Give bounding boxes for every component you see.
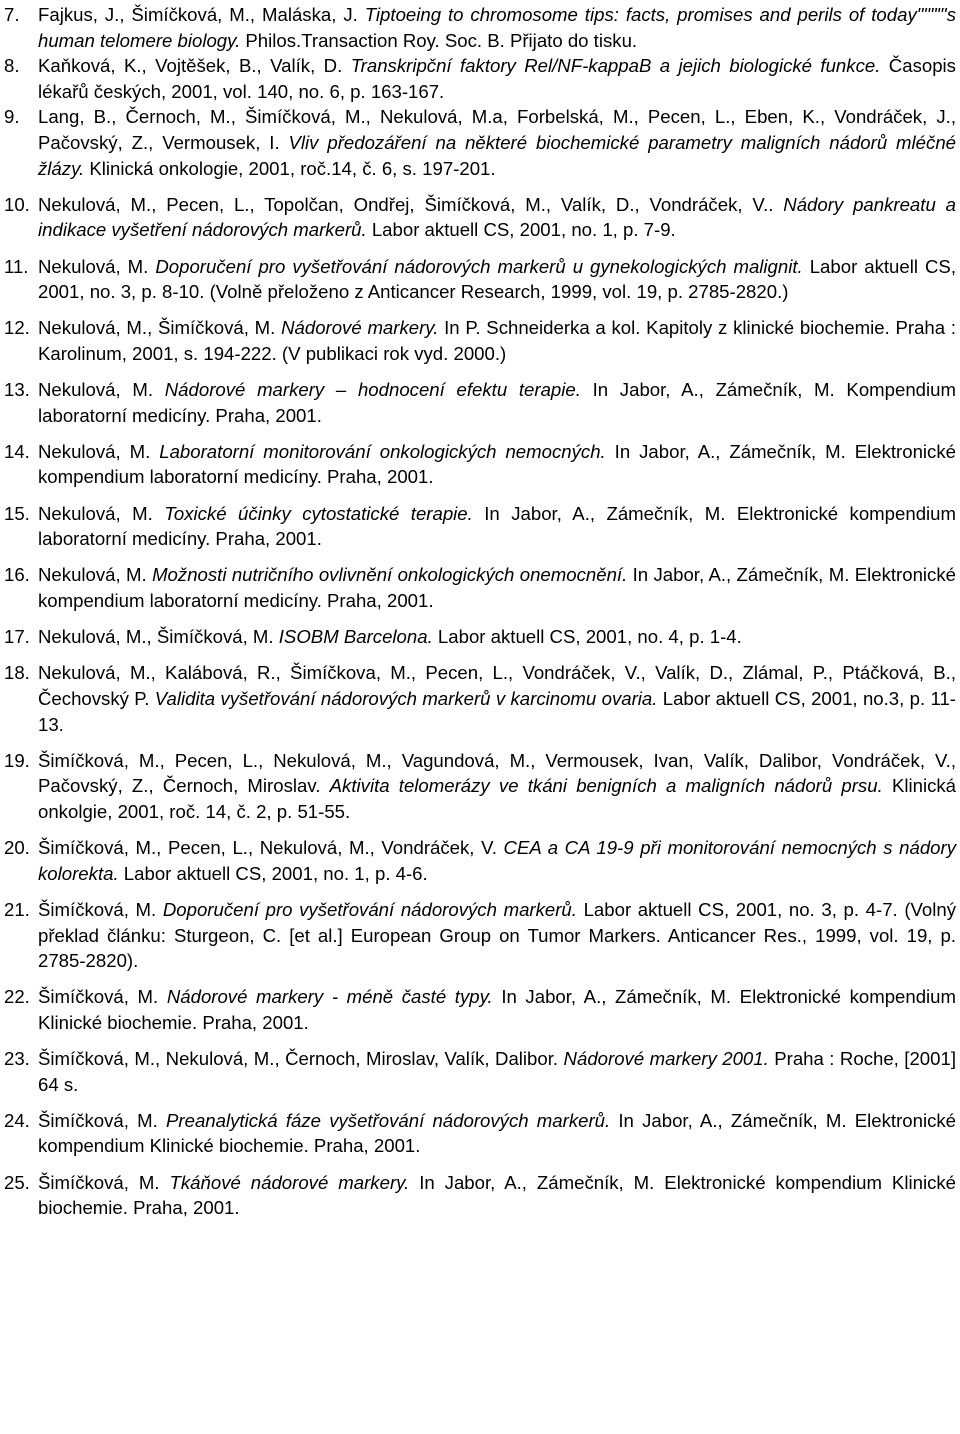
entry-source: Labor aktuell CS, 2001, no. 4, p. 1-4.: [437, 626, 742, 648]
reference-entry: [4, 748, 956, 825]
entry-source: In Jabor, A., Zámečník, M. Elektronické kompendium Klinické biochemie. Praha, 2001.: [38, 986, 957, 1033]
entry-authors: Nekulová, M.: [38, 564, 147, 586]
reference-entry: [4, 1046, 956, 1097]
reference-entry: [4, 315, 956, 366]
entry-title: Nádorové markery - méně časté typy.: [166, 986, 493, 1008]
entry-number: 25.: [4, 1171, 30, 1193]
entry-title: Nádorové markery 2001.: [563, 1048, 769, 1070]
entry-source: In P. Schneiderka a kol. Kapitoly z klinické biochemie. Praha : Karolinum, 2001, s. 194-222. (V publikaci rok vyd. 2000.): [38, 317, 957, 364]
entry-title: Tkáňové nádorové markery.: [169, 1171, 410, 1193]
reference-entry: [4, 501, 956, 552]
entry-authors: Šimíčková, M., Pecen, L., Nekulová, M., Vagundová, M., Vermousek, Ivan, Valík, Dalibor, Vondráček, V., Pačovský, Z., Černoch, Miroslav.: [38, 749, 956, 797]
entry-authors: Šimíčková, M.: [38, 986, 159, 1008]
entry-number: 7.: [4, 4, 20, 25]
entry-number: 13.: [4, 379, 30, 401]
entry-title: ISOBM Barcelona.: [278, 626, 433, 648]
entry-number: 24.: [4, 1109, 30, 1131]
reference-entry: [4, 660, 956, 737]
entry-source: Philos.Transaction Roy. Soc. B. Přijato do tisku.: [245, 29, 638, 51]
entry-source: Labor aktuell CS, 2001, no. 3, p. 4-7. (Volný překlad článku: Sturgeon, C. [et al.] European Group on Tumor Markers. Anticancer Res., 1999, vol. 19, p. 2785-2820).: [38, 898, 957, 972]
entry-authors: Nekulová, M., Šimíčková, M.: [38, 317, 276, 339]
entry-authors: Nekulová, M., Pecen, L., Topolčan, Ondřej, Šimíčková, M., Valík, D., Vondráček, V..: [38, 193, 774, 215]
entry-number: 9.: [4, 106, 20, 128]
reference-entry: [4, 1170, 956, 1221]
entry-authors: Šimíčková, M., Nekulová, M., Černoch, Miroslav, Valík, Dalibor.: [38, 1048, 559, 1070]
entry-number: 19.: [4, 749, 30, 771]
entry-number: 8.: [4, 55, 20, 77]
entry-source: In Jabor, A., Zámečník, M. Elektronické kompendium laboratorní medicíny. Praha, 2001.: [38, 564, 956, 612]
reference-entry: [4, 439, 956, 490]
entry-source: Praha : Roche, [2001] 64 s.: [38, 1048, 957, 1095]
entry-number: 16.: [4, 564, 30, 586]
entry-number: 12.: [4, 317, 30, 339]
entry-title: Preanalytická fáze vyšetřování nádorových markerů.: [166, 1109, 611, 1131]
entry-authors: Šimíčková, M., Pecen, L., Nekulová, M., Vondráček, V.: [38, 837, 497, 859]
entry-number: 10.: [4, 193, 30, 215]
entry-title: Doporučení pro vyšetřování nádorových markerů.: [162, 898, 577, 920]
entry-number: 23.: [4, 1048, 30, 1070]
reference-entry: [4, 562, 956, 613]
entry-authors: Nekulová, M.: [38, 440, 151, 462]
entry-source: Klinická onkologie, 2001, roč.14, č. 6, s. 197-201.: [89, 157, 496, 179]
entry-authors: Nekulová, M., Kalábová, R., Šimíčkova, M., Pecen, L., Vondráček, V., Valík, D., Zlámal, P., Ptáčková, B., Čechovský P.: [38, 662, 956, 709]
entry-authors: Kaňková, K., Vojtěšek, B., Valík, D.: [38, 55, 343, 77]
reference-entry: [4, 984, 956, 1035]
entry-source: In Jabor, A., Zámečník, M. Elektronické kompendium laboratorní medicíny. Praha, 2001.: [38, 440, 956, 488]
entry-title: Doporučení pro vyšetřování nádorových markerů u gynekologických malignit.: [155, 255, 803, 277]
reference-entry: [4, 192, 956, 243]
entry-authors: Šimíčková, M.: [38, 1109, 158, 1131]
entry-title: Validita vyšetřování nádorových markerů v karcinomu ovaria.: [154, 688, 658, 709]
entry-source: Labor aktuell CS, 2001, no. 1, p. 4-6.: [123, 862, 428, 884]
entry-number: 15.: [4, 502, 30, 524]
entry-source: In Jabor, A., Zámečník, M. Elektronické kompendium Klinické biochemie. Praha, 2001.: [38, 1109, 957, 1157]
entry-source: Labor aktuell CS, 2001, no.3, p. 11-13.: [38, 688, 956, 735]
entry-authors: Šimíčková, M.: [38, 1171, 160, 1193]
entry-title: Laboratorní monitorování onkologických nemocných.: [159, 440, 606, 462]
entry-authors: Lang, B., Černoch, M., Šimíčková, M., Nekulová, M.a, Forbelská, M., Pecen, L., Eben, K., Vondráček, J., Pačovský, Z., Vermousek, I.: [38, 106, 956, 153]
entry-number: 11.: [4, 255, 29, 277]
entry-title: Tiptoeing to chromosome tips: facts, promises and perils of today""""'s human telomere biology.: [38, 4, 957, 51]
entry-number: 22.: [4, 986, 30, 1008]
entry-source: In Jabor, A., Zámečník, M. Elektronické kompendium laboratorní medicíny. Praha, 2001.: [38, 502, 956, 550]
reference-entry: [4, 53, 956, 104]
reference-entry: [4, 377, 956, 428]
entry-source: Labor aktuell CS, 2001, no. 3, p. 8-10. (Volně přeloženo z Anticancer Research, 1999, vol. 19, p. 2785-2820.): [38, 255, 956, 303]
entry-authors: Nekulová, M.: [38, 379, 154, 401]
entry-title: Aktivita telomerázy ve tkáni benigních a maligních nádorů prsu.: [329, 775, 883, 797]
entry-number: 18.: [4, 662, 30, 684]
entry-title: Nádorové markery.: [281, 317, 439, 339]
reference-entry: [4, 1108, 956, 1159]
reference-entry: [4, 624, 956, 650]
entry-authors: Nekulová, M.: [38, 255, 149, 277]
reference-entry: [4, 2, 956, 53]
entry-title: Nádory pankreatu a indikace vyšetření nádorových markerů.: [38, 193, 956, 241]
entry-source: In Jabor, A., Zámečník, M. Kompendium laboratorní medicíny. Praha, 2001.: [38, 379, 956, 426]
entry-source: In Jabor, A., Zámečník, M. Elektronické kompendium Klinické biochemie. Praha, 2001.: [38, 1171, 957, 1219]
entry-source: Labor aktuell CS, 2001, no. 1, p. 7-9.: [371, 219, 676, 241]
entry-number: 14.: [4, 440, 30, 462]
entry-number: 20.: [4, 837, 30, 859]
reference-entry: [4, 835, 956, 886]
entry-number: 21.: [4, 898, 30, 920]
entry-authors: Fajkus, J., Šimíčková, M., Maláska, J.: [38, 4, 358, 25]
entry-title: Vliv předozáření na některé biochemické parametry maligních nádorů mléčné žlázy.: [38, 131, 956, 179]
entry-title: Transkripční faktory Rel/NF-kappaB a jejich biologické funkce.: [350, 55, 881, 77]
entry-source: Časopis lékařů českých, 2001, vol. 140, no. 6, p. 163-167.: [38, 55, 956, 102]
entry-title: CEA a CA 19-9 při monitorování nemocných s nádory kolorekta.: [38, 837, 956, 884]
entry-title: Toxické účinky cytostatické terapie.: [164, 502, 473, 524]
entry-title: Možnosti nutričního ovlivnění onkologických onemocnění.: [152, 564, 628, 586]
entry-authors: Šimíčková, M.: [38, 898, 157, 920]
entry-authors: Nekulová, M., Šimíčková, M.: [38, 626, 274, 648]
entry-number: 17.: [4, 626, 30, 648]
reference-entry: [4, 104, 956, 181]
entry-authors: Nekulová, M.: [38, 502, 153, 524]
reference-entry: [4, 897, 956, 974]
entry-title: Nádorové markery – hodnocení efektu terapie.: [164, 379, 581, 401]
reference-entry: [4, 254, 956, 305]
entry-source: Klinická onkolgie, 2001, roč. 14, č. 2, p. 51-55.: [38, 775, 957, 822]
